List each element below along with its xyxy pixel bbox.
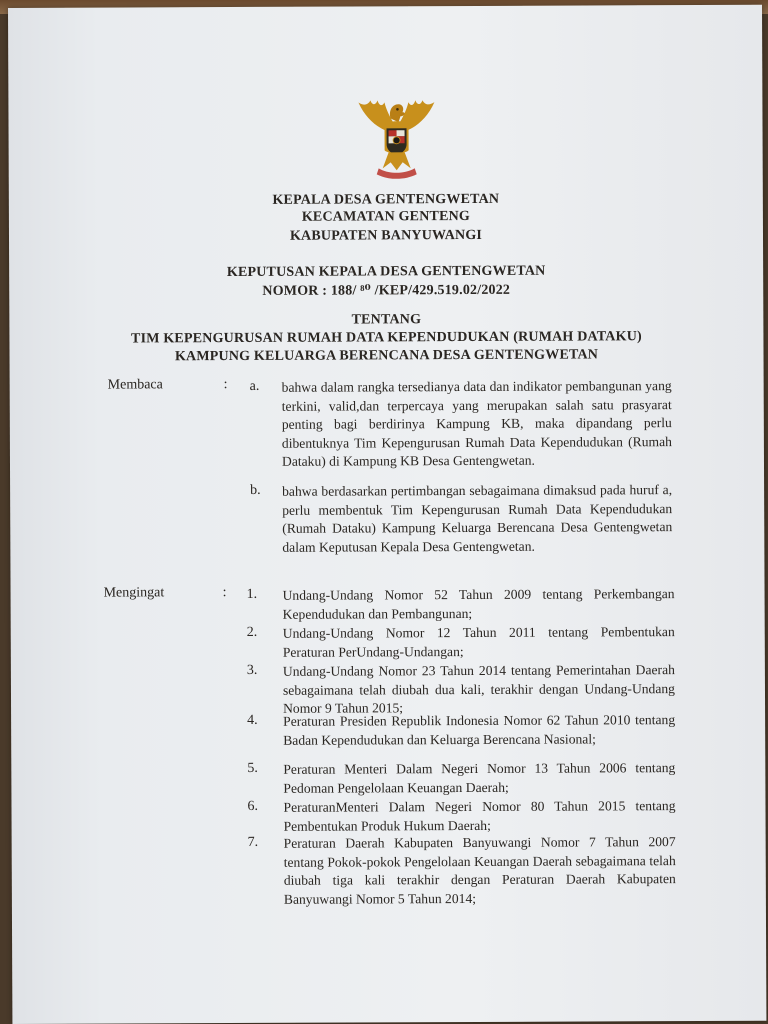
mengingat-item-4: Peraturan Presiden Republik Indonesia Nomor 62 Tahun 2010 tentang Badan Kependudukan dan Keluarga Berencana Nasional; — [283, 712, 676, 748]
mengingat-label: Mengingat — [103, 585, 165, 601]
membaca-mark-a: a. — [249, 378, 260, 394]
header-line-3: KABUPATEN BANYUWANGI — [289, 227, 483, 244]
mengingat-mark-2: 2. — [246, 624, 258, 640]
mengingat-mark-5: 5. — [247, 760, 258, 776]
mengingat-item-3: Undang-Undang Nomor 23 Tahun 2014 tentang Pemerintahan Daerah sebagaimana telah diubah dua kali, terakhir dengan Undang-Undang Nomor 9 Tahun 2015; — [282, 662, 676, 716]
decree-title: KEPUTUSAN KEPALA DESA GENTENGWETAN — [226, 263, 546, 281]
mengingat-mark-3: 3. — [246, 662, 258, 678]
mengingat-item-5: Peraturan Menteri Dalam Negeri Nomor 13 Tahun 2006 tentang Pedoman Pengelolaan Keuangan Daerah; — [283, 760, 676, 796]
mengingat-mark-1: 1. — [246, 586, 258, 602]
decree-number: NOMOR : 188/ ⁸⁰ /KEP/429.519.02/2022 — [262, 282, 511, 299]
subject-line-1: TIM KEPENGURUSAN RUMAH DATA KEPENDUDUKAN (RUMAH DATAKU) — [130, 329, 642, 347]
subject-line-2: KAMPUNG KELUARGA BERENCANA DESA GENTENGWETAN — [174, 347, 599, 365]
mengingat-mark-7: 7. — [247, 834, 259, 850]
membaca-item-a: bahwa dalam rangka tersedianya data dan indikator pembangunan yang terkini, valid,dan terpercaya yang merupakan salah satu prasyarat penting bagi berdirinya Kampung KB, maka dipandang perlu dibentuknya Tim Kepengurusan Rumah Data Kependudukan (Rumah Dataku) di Kampung KB Desa Gentengwetan. — [281, 378, 672, 469]
mengingat-mark-6: 6. — [247, 798, 259, 814]
document-page — [8, 5, 766, 1024]
membaca-mark-b: b. — [250, 482, 261, 498]
subject-heading: TENTANG — [351, 312, 422, 328]
membaca-colon: : — [223, 377, 228, 393]
header-line-1: KEPALA DESA GENTENGWETAN — [272, 191, 500, 208]
header-line-2: KECAMATAN GENTENG — [301, 208, 471, 225]
mengingat-colon: : — [222, 585, 227, 601]
mengingat-item-7: Peraturan Daerah Kabupaten Banyuwangi Nomor 7 Tahun 2007 tentang Pokok-pokok Pengelolaan Keuangan Daerah sebagaimana telah diubah tiga kali terakhir dengan Peraturan Daerah Kabupaten Banyuwangi Nomor 5 Tahun 2014; — [283, 834, 676, 907]
mengingat-item-1: Undang-Undang Nomor 52 Tahun 2009 tentang Perkembangan Kependudukan dan Pembangunan; — [282, 586, 675, 622]
membaca-label: Membaca — [107, 377, 163, 393]
mengingat-mark-4: 4. — [247, 712, 258, 728]
garuda-emblem-icon — [344, 88, 448, 180]
mengingat-item-6: PeraturanMenteri Dalam Negeri Nomor 80 Tahun 2015 tentang Pembentukan Produk Hukum Daerah; — [283, 798, 676, 834]
membaca-item-b: bahwa berdasarkan pertimbangan sebagaimana dimaksud pada huruf a, perlu membentuk Tim Kepengurusan Rumah Data Kependudukan (Rumah Dataku) Kampung Keluarga Berencana Desa Gentengwetan dalam Keputusan Kepala Desa Gentengwetan. — [282, 482, 673, 555]
mengingat-item-2: Undang-Undang Nomor 12 Tahun 2011 tentang Pembentukan Peraturan PerUndang-Undangan; — [282, 624, 675, 660]
